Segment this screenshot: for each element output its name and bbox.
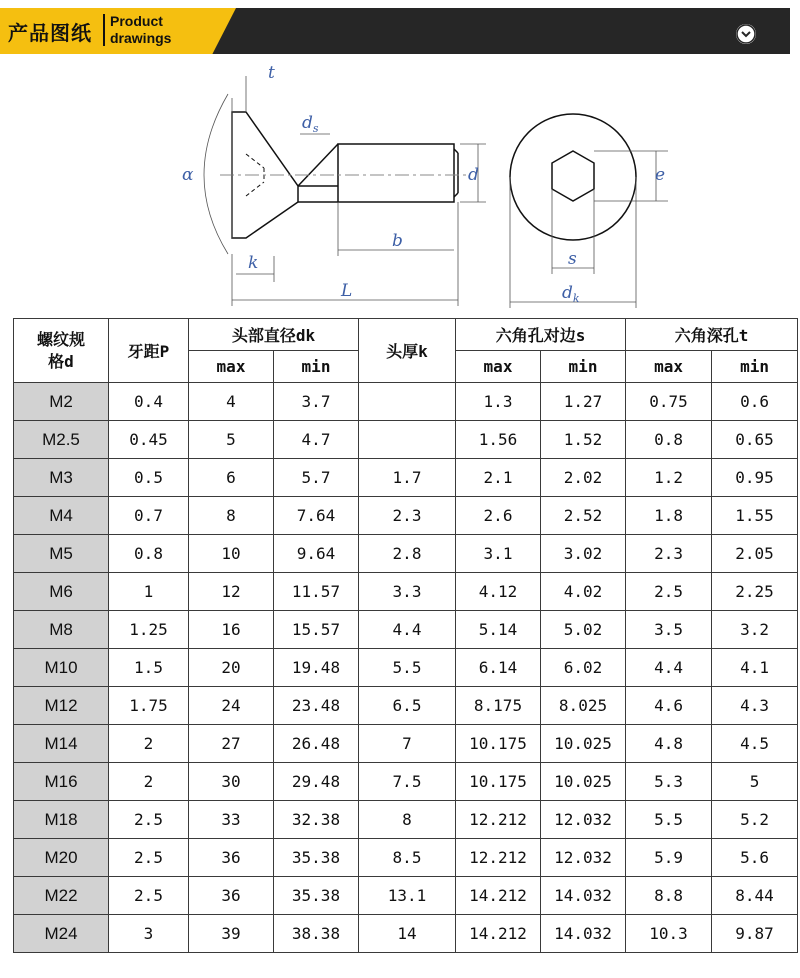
banner-title-cn: 产品图纸 (8, 21, 92, 45)
table-row (14, 915, 798, 953)
cell-dk-max: 30 (189, 763, 274, 801)
cell-k: 7.5 (359, 763, 456, 801)
cell-k (359, 421, 456, 459)
cell-pitch: 0.4 (109, 383, 189, 421)
cell-k: 2.8 (359, 535, 456, 573)
cell-size: M24 (14, 915, 109, 953)
cell-dk-max: 12 (189, 573, 274, 611)
cell-s-min: 1.27 (541, 383, 626, 421)
table-row (14, 421, 798, 459)
cell-pitch: 0.7 (109, 497, 189, 535)
head-end-view (510, 114, 636, 240)
cell-s-max: 10.175 (456, 725, 541, 763)
cell-t-min: 5.6 (712, 839, 798, 877)
cell-size: M3 (14, 459, 109, 497)
cell-k: 2.3 (359, 497, 456, 535)
cell-pitch: 0.8 (109, 535, 189, 573)
cell-t-max: 0.8 (626, 421, 712, 459)
cell-pitch: 3 (109, 915, 189, 953)
subheader-min: min (274, 351, 359, 383)
cell-t-max: 10.3 (626, 915, 712, 953)
col-header-size: 螺纹规 格d (14, 319, 109, 383)
banner-title-en-line1: Product (110, 13, 163, 29)
cell-s-max: 3.1 (456, 535, 541, 573)
cell-s-min: 2.02 (541, 459, 626, 497)
cell-size: M2.5 (14, 421, 109, 459)
cell-s-max: 2.6 (456, 497, 541, 535)
cell-pitch: 2.5 (109, 801, 189, 839)
cell-k: 7 (359, 725, 456, 763)
cell-t-min: 1.55 (712, 497, 798, 535)
cell-k (359, 383, 456, 421)
cell-dk-min: 23.48 (274, 687, 359, 725)
cell-dk-min: 29.48 (274, 763, 359, 801)
cell-size: M18 (14, 801, 109, 839)
label-e: e (655, 165, 666, 185)
table-row (14, 687, 798, 725)
subheader-max: max (626, 351, 712, 383)
cell-s-min: 14.032 (541, 915, 626, 953)
cell-dk-max: 8 (189, 497, 274, 535)
label-dk: $d_k$ (562, 283, 580, 305)
cell-s-min: 12.032 (541, 839, 626, 877)
table-row (14, 763, 798, 801)
cell-s-min: 2.52 (541, 497, 626, 535)
cell-s-max: 8.175 (456, 687, 541, 725)
cell-dk-min: 19.48 (274, 649, 359, 687)
cell-s-max: 10.175 (456, 763, 541, 801)
label-s: s (568, 249, 577, 269)
cell-size: M5 (14, 535, 109, 573)
cell-s-min: 10.025 (541, 725, 626, 763)
cell-dk-max: 27 (189, 725, 274, 763)
cell-t-max: 4.6 (626, 687, 712, 725)
hex-socket (552, 151, 594, 201)
cell-k: 5.5 (359, 649, 456, 687)
cell-pitch: 1 (109, 573, 189, 611)
banner-title-en-line2: drawings (110, 30, 172, 46)
cell-dk-max: 33 (189, 801, 274, 839)
label-d: d (468, 165, 479, 185)
subheader-min: min (541, 351, 626, 383)
table-row (14, 535, 798, 573)
label-b: b (392, 231, 403, 251)
cell-pitch: 0.45 (109, 421, 189, 459)
cell-pitch: 0.5 (109, 459, 189, 497)
cell-s-max: 1.56 (456, 421, 541, 459)
cell-dk-min: 9.64 (274, 535, 359, 573)
header-banner (0, 0, 800, 56)
table-row (14, 649, 798, 687)
cell-pitch: 1.25 (109, 611, 189, 649)
cell-s-min: 8.025 (541, 687, 626, 725)
cell-dk-max: 4 (189, 383, 274, 421)
cell-t-min: 0.65 (712, 421, 798, 459)
subheader-max: max (189, 351, 274, 383)
cell-s-min: 10.025 (541, 763, 626, 801)
cell-t-max: 3.5 (626, 611, 712, 649)
table-row (14, 801, 798, 839)
cell-k: 14 (359, 915, 456, 953)
cell-t-min: 4.3 (712, 687, 798, 725)
table-row (14, 573, 798, 611)
cell-t-max: 2.5 (626, 573, 712, 611)
cell-dk-min: 38.38 (274, 915, 359, 953)
cell-t-min: 8.44 (712, 877, 798, 915)
cell-s-max: 2.1 (456, 459, 541, 497)
cell-size: M4 (14, 497, 109, 535)
table-row (14, 611, 798, 649)
col-header-hex-depth: 六角深孔t (626, 319, 798, 351)
cell-dk-max: 6 (189, 459, 274, 497)
cell-size: M12 (14, 687, 109, 725)
cell-t-min: 9.87 (712, 915, 798, 953)
cell-s-max: 1.3 (456, 383, 541, 421)
banner-divider (103, 14, 105, 46)
cell-k: 8 (359, 801, 456, 839)
cell-s-max: 5.14 (456, 611, 541, 649)
cell-t-max: 1.2 (626, 459, 712, 497)
cell-t-min: 3.2 (712, 611, 798, 649)
cell-pitch: 2 (109, 763, 189, 801)
cell-pitch: 1.75 (109, 687, 189, 725)
cell-dk-min: 3.7 (274, 383, 359, 421)
cell-t-max: 8.8 (626, 877, 712, 915)
col-header-pitch: 牙距P (109, 319, 189, 383)
cell-s-max: 4.12 (456, 573, 541, 611)
cell-t-max: 4.8 (626, 725, 712, 763)
cell-s-min: 12.032 (541, 801, 626, 839)
table-row (14, 497, 798, 535)
cell-k: 3.3 (359, 573, 456, 611)
cell-s-max: 14.212 (456, 877, 541, 915)
cell-size: M22 (14, 877, 109, 915)
cell-t-max: 0.75 (626, 383, 712, 421)
cell-t-min: 4.1 (712, 649, 798, 687)
cell-pitch: 2.5 (109, 877, 189, 915)
cell-t-max: 5.5 (626, 801, 712, 839)
screw-diagram (0, 56, 800, 316)
cell-k: 6.5 (359, 687, 456, 725)
cell-dk-min: 4.7 (274, 421, 359, 459)
cell-t-max: 5.9 (626, 839, 712, 877)
cell-s-min: 4.02 (541, 573, 626, 611)
table-row (14, 459, 798, 497)
cell-t-min: 5 (712, 763, 798, 801)
cell-dk-min: 7.64 (274, 497, 359, 535)
cell-t-min: 2.05 (712, 535, 798, 573)
cell-size: M2 (14, 383, 109, 421)
cell-dk-max: 5 (189, 421, 274, 459)
label-k: k (248, 253, 259, 273)
cell-t-max: 5.3 (626, 763, 712, 801)
cell-k: 8.5 (359, 839, 456, 877)
cell-k: 1.7 (359, 459, 456, 497)
cell-s-min: 3.02 (541, 535, 626, 573)
chevron-down-circle-icon[interactable] (736, 24, 756, 44)
cell-pitch: 2 (109, 725, 189, 763)
product-drawing (0, 56, 800, 316)
label-alpha: α (182, 165, 194, 185)
cell-t-min: 0.95 (712, 459, 798, 497)
table-row (14, 383, 798, 421)
cell-dk-max: 20 (189, 649, 274, 687)
cell-s-max: 14.212 (456, 915, 541, 953)
cell-size: M16 (14, 763, 109, 801)
cell-dk-max: 36 (189, 877, 274, 915)
cell-dk-min: 26.48 (274, 725, 359, 763)
cell-s-min: 6.02 (541, 649, 626, 687)
cell-pitch: 2.5 (109, 839, 189, 877)
cell-size: M20 (14, 839, 109, 877)
subheader-max: max (456, 351, 541, 383)
cell-t-min: 5.2 (712, 801, 798, 839)
cell-dk-max: 39 (189, 915, 274, 953)
cell-dk-max: 10 (189, 535, 274, 573)
cell-k: 4.4 (359, 611, 456, 649)
cell-pitch: 1.5 (109, 649, 189, 687)
cell-dk-max: 24 (189, 687, 274, 725)
cell-s-min: 14.032 (541, 877, 626, 915)
cell-t-min: 4.5 (712, 725, 798, 763)
thread-section (338, 144, 454, 202)
cell-dk-max: 16 (189, 611, 274, 649)
cell-dk-min: 15.57 (274, 611, 359, 649)
cell-size: M8 (14, 611, 109, 649)
cell-s-min: 1.52 (541, 421, 626, 459)
table-row (14, 839, 798, 877)
cell-dk-max: 36 (189, 839, 274, 877)
cell-k: 13.1 (359, 877, 456, 915)
cell-t-max: 2.3 (626, 535, 712, 573)
cell-size: M6 (14, 573, 109, 611)
label-ds: $d_s$ (302, 113, 319, 135)
table-row (14, 877, 798, 915)
col-header-head-thickness: 头厚k (359, 319, 456, 383)
cell-s-max: 12.212 (456, 839, 541, 877)
cell-s-max: 12.212 (456, 801, 541, 839)
label-t: t (268, 63, 275, 83)
cell-s-min: 5.02 (541, 611, 626, 649)
cell-dk-min: 35.38 (274, 839, 359, 877)
cell-dk-min: 35.38 (274, 877, 359, 915)
cell-size: M10 (14, 649, 109, 687)
label-L: L (341, 281, 353, 301)
cell-size: M14 (14, 725, 109, 763)
cell-dk-min: 5.7 (274, 459, 359, 497)
cell-t-min: 0.6 (712, 383, 798, 421)
col-header-hex-across: 六角孔对边s (456, 319, 626, 351)
table-body (14, 383, 798, 953)
cell-t-min: 2.25 (712, 573, 798, 611)
subheader-min: min (712, 351, 798, 383)
cell-dk-min: 32.38 (274, 801, 359, 839)
cell-dk-min: 11.57 (274, 573, 359, 611)
cell-s-max: 6.14 (456, 649, 541, 687)
col-header-head-diameter: 头部直径dk (189, 319, 359, 351)
cell-t-max: 4.4 (626, 649, 712, 687)
spec-table (13, 318, 798, 953)
cell-t-max: 1.8 (626, 497, 712, 535)
table-row (14, 725, 798, 763)
